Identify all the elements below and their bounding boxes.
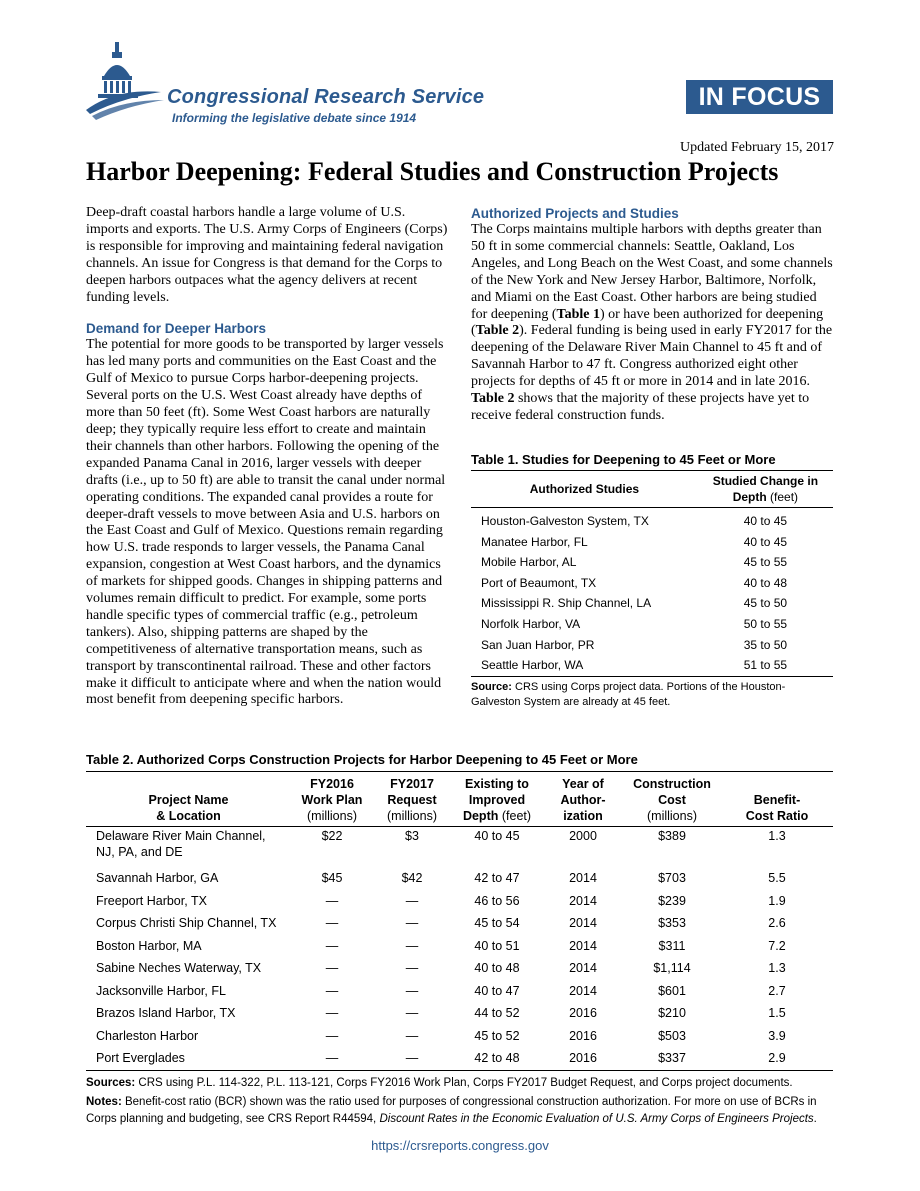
bcr-cell: 1.5 bbox=[768, 1006, 786, 1021]
table-row bbox=[86, 1047, 833, 1070]
study-name-cell: Manatee Harbor, FL bbox=[481, 534, 588, 549]
table-row bbox=[86, 957, 833, 980]
year-cell: 2014 bbox=[569, 938, 597, 953]
table1-caption: Table 1. Studies for Deepening to 45 Feet or More bbox=[471, 452, 776, 467]
project-name-cell: Corpus Christi Ship Channel, TX bbox=[96, 916, 277, 931]
bcr-cell: 1.3 bbox=[768, 829, 786, 843]
depth-change-cell: 45 to 50 bbox=[743, 596, 788, 611]
fy2017-cell: — bbox=[405, 1028, 419, 1043]
year-cell: 2014 bbox=[569, 871, 597, 886]
depth-change-cell: 50 to 55 bbox=[743, 616, 788, 631]
depth-change-cell: 45 to 55 bbox=[743, 555, 788, 570]
table-row bbox=[471, 614, 833, 635]
table1-source: Source: CRS using Corps project data. Portions of the Houston-Galveston System are already at 45 feet. bbox=[471, 680, 786, 709]
table2-header-cost: Construction Cost (millions) bbox=[623, 772, 721, 827]
bcr-cell: 3.9 bbox=[768, 1028, 786, 1043]
fy2016-cell: — bbox=[325, 983, 339, 998]
org-tagline: Informing the legislative debate since 1914 bbox=[172, 111, 417, 125]
bcr-cell: 1.9 bbox=[768, 893, 786, 908]
table-row bbox=[86, 890, 833, 913]
fy2017-cell: — bbox=[405, 893, 419, 908]
table2-header-bcr: Benefit- Cost Ratio bbox=[721, 772, 833, 827]
fy2016-cell: $22 bbox=[321, 829, 343, 843]
project-name-cell: Delaware River Main Channel, NJ, PA, and DE bbox=[96, 829, 266, 859]
table1-ref-link: Table 1 bbox=[556, 306, 600, 322]
year-cell: 2000 bbox=[569, 829, 597, 843]
page-title: Harbor Deepening: Federal Studies and Construction Projects bbox=[86, 157, 779, 186]
table2 bbox=[86, 752, 833, 1128]
fy2016-cell: $45 bbox=[321, 871, 343, 886]
cost-cell: $601 bbox=[658, 983, 686, 998]
year-cell: 2014 bbox=[569, 983, 597, 998]
table2-notes: Notes: Benefit-cost ratio (BCR) shown was the ratio used for purposes of congressional construction authorization. For more on use of BCRs in Corps planning and budgeting, see CRS Report R44594, Discount Rates in the Economic Evaluation of U.S. Army Corps of Engineers Projects. bbox=[86, 1095, 817, 1125]
depth-change-cell: 40 to 45 bbox=[743, 534, 788, 549]
table2-header-fy2017: FY2017 Request (millions) bbox=[373, 772, 451, 827]
org-name: Congressional Research Service bbox=[167, 86, 485, 108]
left-column bbox=[86, 205, 451, 709]
fy2017-cell: — bbox=[405, 916, 419, 931]
depth-cell: 40 to 47 bbox=[474, 983, 520, 998]
cost-cell: $337 bbox=[623, 1047, 721, 1070]
depth-cell: 45 to 52 bbox=[474, 1028, 520, 1043]
year-cell: 2014 bbox=[569, 961, 597, 976]
table-row bbox=[471, 635, 833, 656]
fy2017-cell: — bbox=[405, 983, 419, 998]
fy2016-cell: — bbox=[325, 1006, 339, 1021]
depth-change-cell: 40 to 48 bbox=[743, 575, 788, 590]
depth-change-cell: 35 to 50 bbox=[743, 637, 788, 652]
project-name-cell: Charleston Harbor bbox=[96, 1028, 199, 1043]
table2-header-project: Project Name & Location bbox=[86, 772, 291, 827]
section-heading-authorized: Authorized Projects and Studies bbox=[471, 206, 679, 221]
table2-ref-link: Table 2 bbox=[475, 323, 520, 339]
updated-date: Updated February 15, 2017 bbox=[680, 140, 834, 155]
table2-sources: Sources: CRS using P.L. 114-322, P.L. 113-121, Corps FY2016 Work Plan, Corps FY2017 Budget Request, and Corps project documents. bbox=[86, 1076, 793, 1089]
cost-cell: $503 bbox=[658, 1028, 686, 1043]
bcr-cell: 7.2 bbox=[768, 938, 786, 953]
report-title-link: Discount Rates in the Economic Evaluation of U.S. Army Corps of Engineers Projects bbox=[379, 1112, 814, 1125]
intro-paragraph: Deep-draft coastal harbors handle a large volume of U.S. imports and exports. The U.S. Army Corps of Engineers (Corps) is responsible for improving and maintaining federal navigation channels. An issue for Congress is that demand for the Corps to deepen harbors outpaces what the agency delivers at recent funding levels. bbox=[86, 205, 448, 305]
depth-cell: 42 to 47 bbox=[474, 871, 520, 886]
table-row bbox=[471, 532, 833, 553]
cost-cell: $353 bbox=[658, 916, 686, 931]
fy2016-cell: — bbox=[325, 961, 339, 976]
fy2016-cell: — bbox=[291, 1047, 373, 1070]
table-row bbox=[86, 1002, 833, 1025]
project-name-cell: Sabine Neches Waterway, TX bbox=[96, 961, 262, 976]
demand-paragraph: The potential for more goods to be transported by larger vessels has led many ports and communities on the East Coast and the Gulf of Mexico to pursue Corps harbor-deepening projects. Several ports on the U.S. West Coast already have depths of more than 50 feet (ft). Some West Coast harbors are naturally deep; they typically require less effort to create and maintain their channels than other harbors. Following the opening of the expanded Panama Canal in 2016, larger vessels with deeper drafts (i.e., up to 50 ft) are able to transit the canal under normal operating conditions. The expanded canal provides a route for deeper-draft vessels to move between Asia and U.S. harbors on the East Coast and Gulf of Mexico. Questions remain regarding how U.S. trade responds to larger vessels, the Panama Canal expansion, congestion at West Coast harbors, and the dynamics of markets for shipped goods. Changes in shipping patterns and volumes remain difficult to predict. For example, some ports handle specific types of commercial traffic (e.g., petroleum tankers). Also, shipping patterns are shaped by the competitiveness of alternative transportation means, such as transport by transcontinental railroad. These and other factors make it difficult to anticipate where and when the nation would most benefit from deepening specific harbors. bbox=[86, 337, 446, 708]
table2-ref-link: Table 2 bbox=[471, 391, 515, 407]
year-cell: 2014 bbox=[569, 893, 597, 908]
table-row bbox=[471, 593, 833, 614]
year-cell: 2014 bbox=[569, 916, 597, 931]
table2-header-year: Year of Author- ization bbox=[543, 772, 623, 827]
authorized-paragraph: The Corps maintains multiple harbors with depths greater than 50 ft in some commercial channels: Seattle, Oakland, Los Angeles, and Long Beach on the West Coast, and some channels of the New York and New Jersey Harbor, Baltimore, Norfolk, and Miami on the East Coast. Other harbors are being studied for deepening (Table 1) or have been authorized for deepening (Table 2). Federal funding is being used in early FY2017 for the deepening of the Delaware River Main Channel to 45 ft and of Savannah Harbor to 47 ft. Congress authorized eight other projects for depths of 45 ft or more in 2014 and in late 2016. Table 2 shows that the majority of these projects have yet to receive federal construction funds. bbox=[471, 222, 833, 423]
project-name-cell: Brazos Island Harbor, TX bbox=[96, 1006, 236, 1021]
depth-cell: 44 to 52 bbox=[474, 1006, 520, 1021]
fy2017-cell: — bbox=[405, 938, 419, 953]
fy2016-cell: — bbox=[325, 1028, 339, 1043]
fy2016-cell: — bbox=[325, 916, 339, 931]
study-name-cell: San Juan Harbor, PR bbox=[481, 637, 595, 652]
right-column bbox=[471, 205, 836, 425]
table2-header-fy2016: FY2016 Work Plan (millions) bbox=[291, 772, 373, 827]
study-name-cell: Port of Beaumont, TX bbox=[481, 575, 597, 590]
depth-cell: 40 to 51 bbox=[474, 938, 520, 953]
table-row bbox=[86, 827, 833, 868]
depth-cell: 45 to 54 bbox=[474, 916, 520, 931]
depth-change-cell: 40 to 45 bbox=[743, 514, 788, 528]
bcr-cell: 2.9 bbox=[721, 1047, 833, 1070]
fy2017-cell: — bbox=[405, 1006, 419, 1021]
fy2016-cell: — bbox=[325, 938, 339, 953]
study-name-cell: Seattle Harbor, WA bbox=[471, 655, 698, 676]
depth-cell: 40 to 48 bbox=[474, 961, 520, 976]
project-name-cell: Port Everglades bbox=[86, 1047, 291, 1070]
table2-header-depth: Existing to Improved Depth (feet) bbox=[451, 772, 543, 827]
table-row bbox=[86, 867, 833, 890]
fy2017-cell: — bbox=[405, 961, 419, 976]
project-name-cell: Freeport Harbor, TX bbox=[96, 893, 207, 908]
depth-cell: 42 to 48 bbox=[451, 1047, 543, 1070]
cost-cell: $1,114 bbox=[653, 961, 691, 976]
cost-cell: $311 bbox=[658, 938, 686, 953]
year-cell: 2016 bbox=[569, 1006, 597, 1021]
section-heading-demand: Demand for Deeper Harbors bbox=[86, 321, 267, 337]
fy2016-cell: — bbox=[325, 893, 339, 908]
table-row bbox=[86, 912, 833, 935]
table-row bbox=[86, 1025, 833, 1048]
table2-caption: Table 2. Authorized Corps Construction Projects for Harbor Deepening to 45 Feet or More bbox=[86, 752, 638, 767]
table-row bbox=[471, 508, 833, 532]
table2-grid bbox=[86, 771, 833, 1071]
depth-change-cell: 51 to 55 bbox=[698, 655, 833, 676]
project-name-cell: Savannah Harbor, GA bbox=[96, 871, 219, 886]
study-name-cell: Norfolk Harbor, VA bbox=[481, 616, 581, 631]
bcr-cell: 1.3 bbox=[768, 961, 786, 976]
cost-cell: $210 bbox=[658, 1006, 686, 1021]
table1-grid bbox=[471, 470, 833, 677]
year-cell: 2016 bbox=[543, 1047, 623, 1070]
cost-cell: $389 bbox=[658, 829, 686, 843]
depth-cell: 46 to 56 bbox=[474, 893, 520, 908]
project-name-cell: Boston Harbor, MA bbox=[96, 938, 202, 953]
table-row bbox=[471, 655, 833, 676]
year-cell: 2016 bbox=[569, 1028, 597, 1043]
cost-cell: $703 bbox=[658, 871, 686, 886]
study-name-cell: Mobile Harbor, AL bbox=[481, 555, 577, 570]
in-focus-badge: IN FOCUS bbox=[686, 80, 833, 114]
fy2017-cell: $42 bbox=[401, 871, 423, 886]
bcr-cell: 5.5 bbox=[768, 871, 786, 886]
table-row bbox=[471, 552, 833, 573]
footer-url-link[interactable]: https://crsreports.congress.gov bbox=[371, 1138, 549, 1153]
table1-header-studies: Authorized Studies bbox=[471, 471, 698, 508]
bcr-cell: 2.7 bbox=[768, 983, 786, 998]
fy2017-cell: $3 bbox=[405, 829, 419, 843]
table1-header-change: Studied Change in Depth (feet) bbox=[698, 471, 833, 508]
study-name-cell: Mississippi R. Ship Channel, LA bbox=[481, 596, 652, 611]
table-row bbox=[86, 980, 833, 1003]
depth-cell: 40 to 45 bbox=[474, 829, 520, 843]
capitol-dome-logo-icon bbox=[86, 40, 166, 120]
table-row bbox=[86, 935, 833, 958]
study-name-cell: Houston-Galveston System, TX bbox=[481, 514, 649, 528]
project-name-cell: Jacksonville Harbor, FL bbox=[96, 983, 226, 998]
table1 bbox=[471, 452, 833, 711]
bcr-cell: 2.6 bbox=[768, 916, 786, 931]
cost-cell: $239 bbox=[658, 893, 686, 908]
table-row bbox=[471, 573, 833, 594]
fy2017-cell: — bbox=[373, 1047, 451, 1070]
